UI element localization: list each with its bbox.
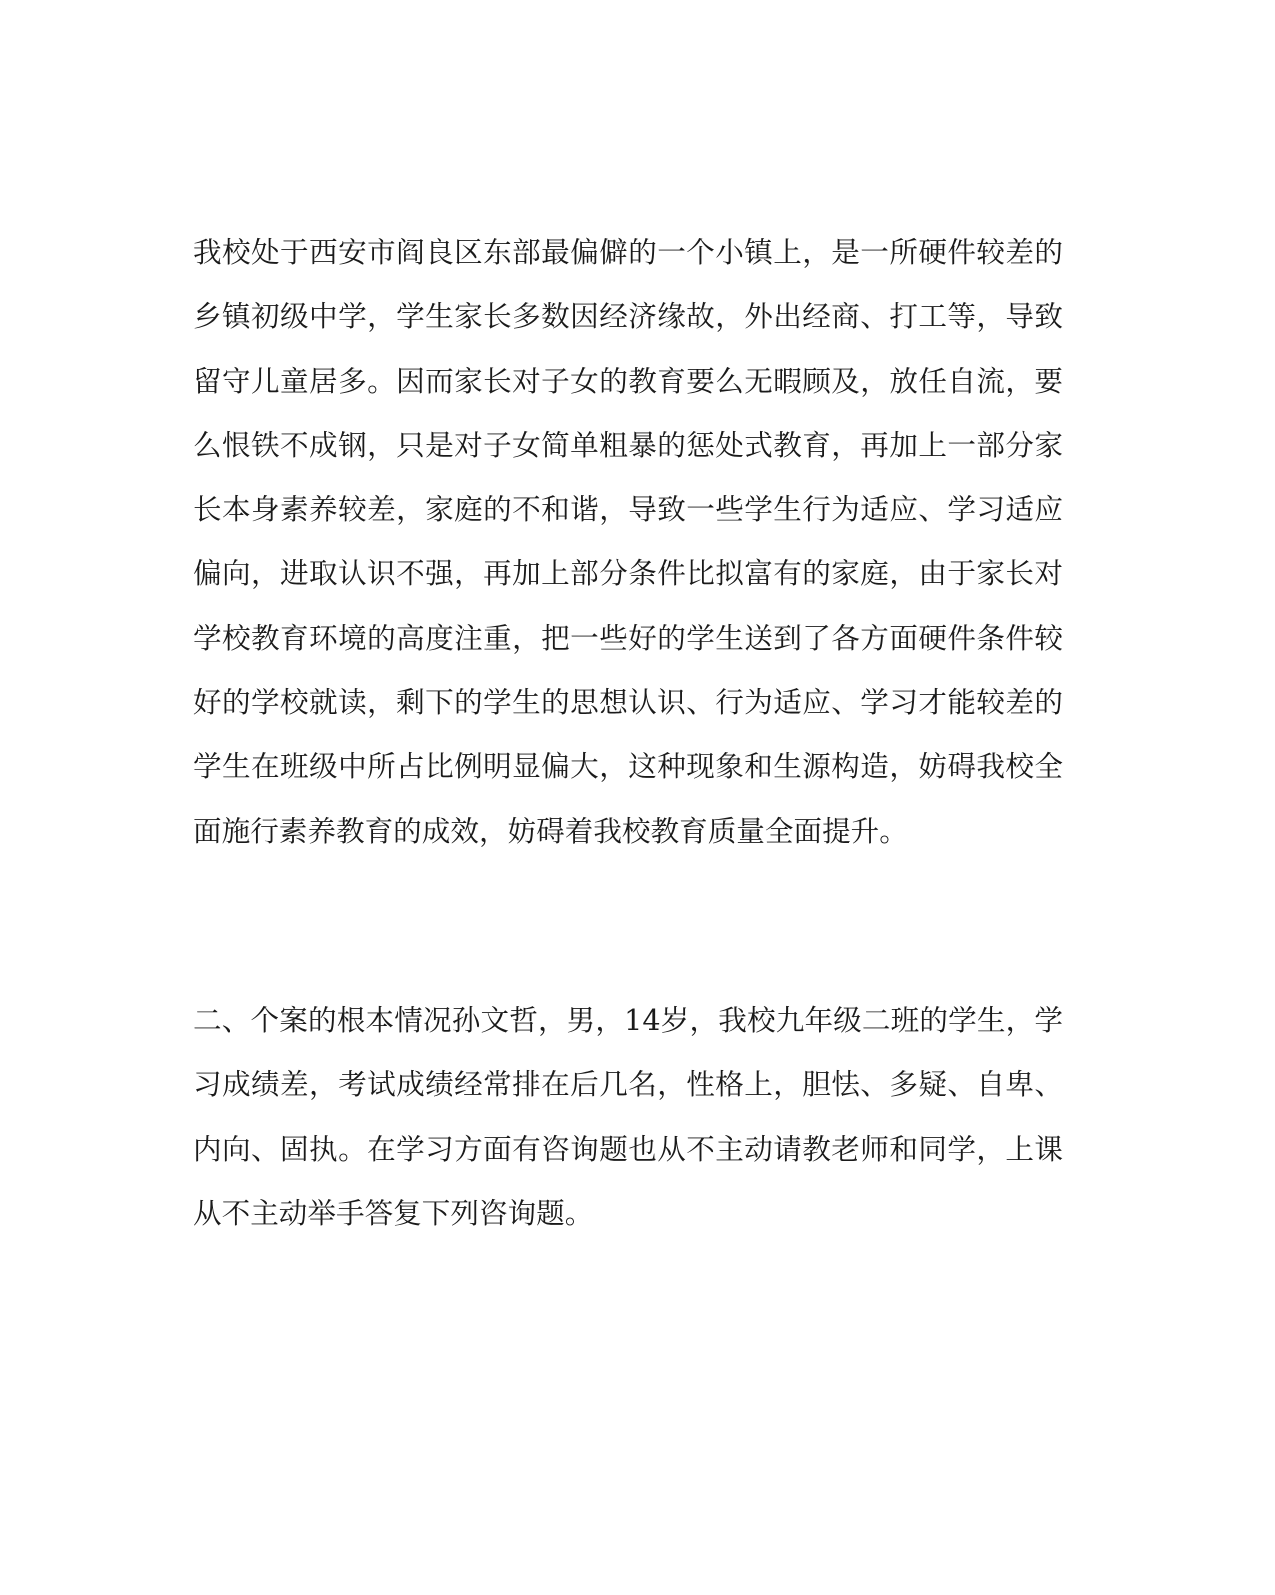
paragraph-school-background — [193, 220, 1063, 863]
text-line: 偏向，进取认识不强，再加上部分条件比拟富有的家庭，由于家长对 — [193, 556, 1063, 591]
text-line: 好的学校就读，剩下的学生的思想认识、行为适应、学习才能较差的 — [193, 685, 1063, 720]
text-line: 么恨铁不成钢，只是对子女简单粗暴的惩处式教育，再加上一部分家 — [193, 427, 1063, 462]
text-line: 我校处于西安市阎良区东部最偏僻的一个小镇上，是一所硬件较差的 — [193, 235, 1063, 269]
paragraph-case-overview — [193, 988, 1063, 1245]
text-line: 长本身素养较差，家庭的不和谐，导致一些学生行为适应、学习适应 — [193, 492, 1063, 527]
text-line: 留守儿童居多。因而家长对子女的教育要么无暇顾及，放任自流，要 — [193, 363, 1063, 398]
text-line: 二、个案的根本情况孙文哲，男，14岁，我校九年级二班的学生，学 — [193, 1003, 1063, 1037]
text-line: 乡镇初级中学，学生家长多数因经济缘故，外出经商、打工等，导致 — [193, 299, 1063, 334]
text-line: 从不主动举手答复下列咨询题。 — [193, 1195, 594, 1230]
text-line: 习成绩差，考试成绩经常排在后几名，性格上，胆怯、多疑、自卑、 — [193, 1067, 1063, 1102]
text-line: 面施行素养教育的成效，妨碍着我校教育质量全面提升。 — [193, 813, 908, 848]
text-line: 学校教育环境的高度注重，把一些好的学生送到了各方面硬件条件较 — [193, 620, 1063, 655]
text-line: 学生在班级中所占比例明显偏大，这种现象和生源构造，妨碍我校全 — [193, 749, 1063, 784]
text-line: 内向、固执。在学习方面有咨询题也从不主动请教老师和同学，上课 — [193, 1131, 1063, 1166]
